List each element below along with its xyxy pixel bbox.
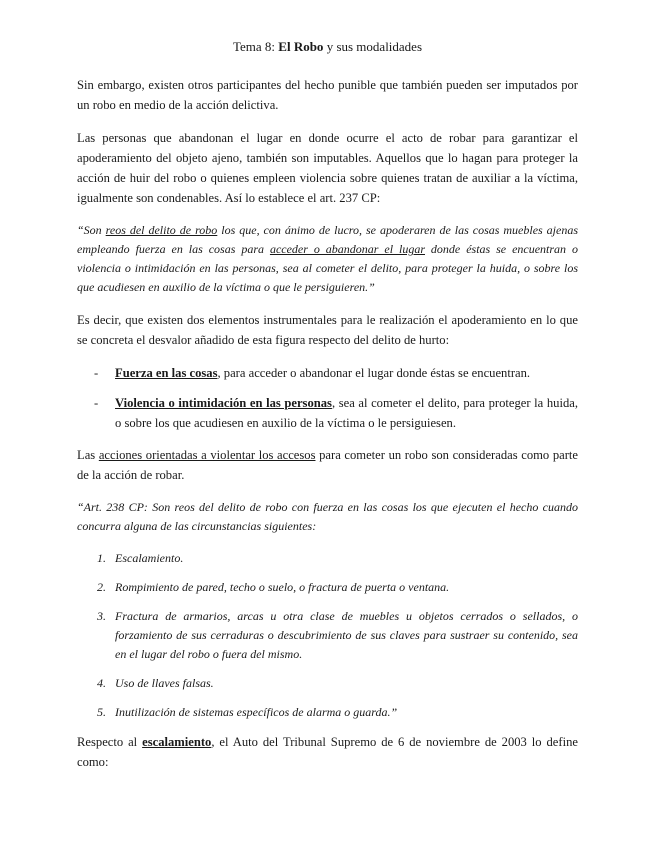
paragraph-4 (77, 445, 578, 485)
quote1-part-a: “Son (77, 223, 106, 237)
list-item (77, 393, 578, 433)
list-item (77, 578, 578, 597)
list-item-text: Escalamiento. (115, 551, 184, 565)
quote1-part-b: los que, con ánimo de lucro, se apoderaren de las cosas muebles ajenas empleando fuerza en las cosas para (77, 223, 578, 256)
list-item-bold: Violencia o intimidación en las personas (115, 396, 332, 410)
list-item (77, 549, 578, 568)
list-item-bold: Fuerza en las cosas (115, 366, 218, 380)
dash-list (77, 363, 578, 433)
list-item-text: Inutilización de sistemas específicos de alarma o guarda.” (115, 705, 398, 719)
document-page (77, 36, 578, 785)
list-number: 3. (97, 609, 106, 623)
paragraph-1: Sin embargo, existen otros participantes del hecho punible que también pueden ser imputados por un robo en medio de la acción delictiva. (77, 78, 578, 112)
quote-art-237 (77, 221, 578, 297)
list-number: 5. (97, 705, 106, 719)
list-item-text: , sea al cometer el delito, para proteger la huida, o sobre los que acudiesen en auxilio de la víctima o le persiguiesen. (115, 396, 578, 430)
p5-bold-underline: escalamiento (142, 735, 212, 749)
list-number: 4. (97, 676, 106, 690)
list-number: 2. (97, 580, 106, 594)
list-item (77, 703, 578, 722)
p4-part-a: Las (77, 448, 99, 462)
header-prefix: Tema 8: (232, 39, 279, 54)
quote1-underline-1: reos del delito de robo (105, 223, 218, 237)
header-suffix: y sus modalidades (323, 39, 423, 54)
list-marker: - (94, 366, 99, 380)
paragraph-3: Es decir, que existen dos elementos instrumentales para le realización el apoderamiento en lo que se concreta el desvalor añadido de esta figura respecto del delito de hurto: (77, 313, 578, 347)
list-item-text: , para acceder o abandonar el lugar donde éstas se encuentran. (217, 366, 531, 380)
list-marker: - (94, 396, 99, 410)
list-number: 1. (97, 551, 106, 565)
list-item (77, 363, 578, 383)
list-item (77, 607, 578, 664)
quote-art-238: “Art. 238 CP: Son reos del delito de robo con fuerza en las cosas los que ejecuten el hecho cuando concurra alguna de las circunstancias siguientes: (77, 500, 578, 533)
header-bold-title: El Robo (278, 39, 324, 54)
paragraph-5 (77, 732, 578, 772)
page-header (77, 36, 578, 58)
p5-part-b: , el Auto del Tribunal Supremo de 6 de noviembre de 2003 lo define como: (77, 735, 578, 769)
list-item-text: Rompimiento de pared, techo o suelo, o fractura de puerta o ventana. (115, 580, 450, 594)
quote1-underline-2: acceder o abandonar el lugar (269, 242, 425, 256)
list-item-text: Uso de llaves falsas. (115, 676, 214, 690)
p4-underline: acciones orientadas a violentar los accesos (98, 448, 316, 462)
p4-part-b: para cometer un robo son consideradas como parte de la acción de robar. (77, 448, 578, 482)
list-item (77, 674, 578, 693)
list-item-text: Fractura de armarios, arcas u otra clase de muebles u objetos cerrados o sellados, o forzamiento de sus cerraduras o descubrimiento de sus claves para sustraer su contenido, sea en el lugar del robo o fuera del mismo. (115, 609, 578, 661)
paragraph-2: Las personas que abandonan el lugar en donde ocurre el acto de robar para garantizar el apoderamiento del objeto ajeno, también son imputables. Aquellos que lo hagan para proteger la acción de huir del robo o quienes empleen violencia sobre quienes tratan de auxiliar a la víctima, igualmente son condenables. Así lo establece el art. 237 CP: (77, 131, 578, 205)
quote1-part-c: donde éstas se encuentran o violencia o intimidación en las personas, sea al cometer el delito, para proteger la huida, o sobre los que acudiesen en auxilio de la víctima o que le persiguieren.” (77, 242, 578, 294)
numbered-list (77, 549, 578, 722)
p5-part-a: Respecto al (77, 735, 143, 749)
